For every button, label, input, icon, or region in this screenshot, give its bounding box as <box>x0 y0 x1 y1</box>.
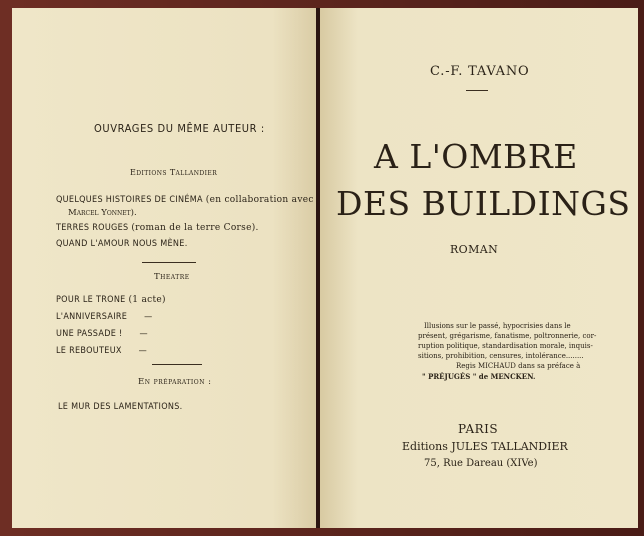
epigraph-line: sitions, prohibition, censures, intolérance........ <box>418 352 584 360</box>
works-heading: OUVRAGES DU MÊME AUTEUR : <box>94 122 265 135</box>
book-title <box>56 195 314 205</box>
genre-label: ROMAN <box>450 243 499 256</box>
play-title-text: POUR LE TRONE <box>56 295 126 305</box>
play-title <box>56 329 148 339</box>
play-title-text: UNE PASSADE ! <box>56 329 123 339</box>
epigraph-line: présent, grégarisme, fanatisme, poltronnerie, cor- <box>418 332 597 340</box>
author-name: C.-F. TAVANO <box>430 64 530 79</box>
epigraph-line: Illusions sur le passé, hypocrisies dans le <box>424 322 571 330</box>
play-title <box>56 346 147 356</box>
publisher-address: 75, Rue Dareau (XIVe) <box>424 458 538 469</box>
play-note: — <box>139 329 148 339</box>
play-title <box>56 312 153 322</box>
book-title-continuation: Marcel Yonnet). <box>68 208 137 218</box>
play-note: — <box>144 312 153 322</box>
book-title-line-1: A L'OMBRE <box>374 137 578 176</box>
book-title-text: TERRES ROUGES <box>56 223 129 233</box>
divider-rule <box>152 364 202 365</box>
play-note: — <box>138 346 148 356</box>
book-title-text: QUELQUES HISTOIRES DE CINÉMA <box>56 195 203 205</box>
play-note: (1 acte) <box>128 295 166 305</box>
right-page <box>320 8 638 528</box>
book-note: (roman de la terre Corse). <box>131 223 259 233</box>
divider-rule <box>142 262 196 263</box>
in-preparation-title: LE MUR DES LAMENTATIONS. <box>58 402 183 412</box>
publication-city: PARIS <box>458 422 499 436</box>
left-page <box>12 8 318 528</box>
book-note: (en collaboration avec <box>205 195 314 205</box>
book-title <box>56 223 259 233</box>
epigraph-attribution: Regis MICHAUD dans sa préface à <box>456 362 581 370</box>
publisher-heading: Editions Tallandier <box>130 168 218 177</box>
play-title-text: L'ANNIVERSAIRE <box>56 312 128 322</box>
epigraph-attribution: " PRÉJUGÉS " de MENCKEN. <box>422 372 536 381</box>
publisher-name: Editions JULES TALLANDIER <box>402 440 568 453</box>
book-title-line-2: DES BUILDINGS <box>336 184 631 223</box>
play-title <box>56 295 166 305</box>
play-title-text: LE REBOUTEUX <box>56 346 122 356</box>
book-title: QUAND L'AMOUR NOUS MÈNE. <box>56 239 188 249</box>
epigraph-line: ruption politique, standardisation morale, inquis- <box>418 342 593 350</box>
author-rule <box>466 90 488 91</box>
in-preparation-heading: En préparation : <box>138 377 212 387</box>
theatre-heading: Theatre <box>154 272 190 282</box>
